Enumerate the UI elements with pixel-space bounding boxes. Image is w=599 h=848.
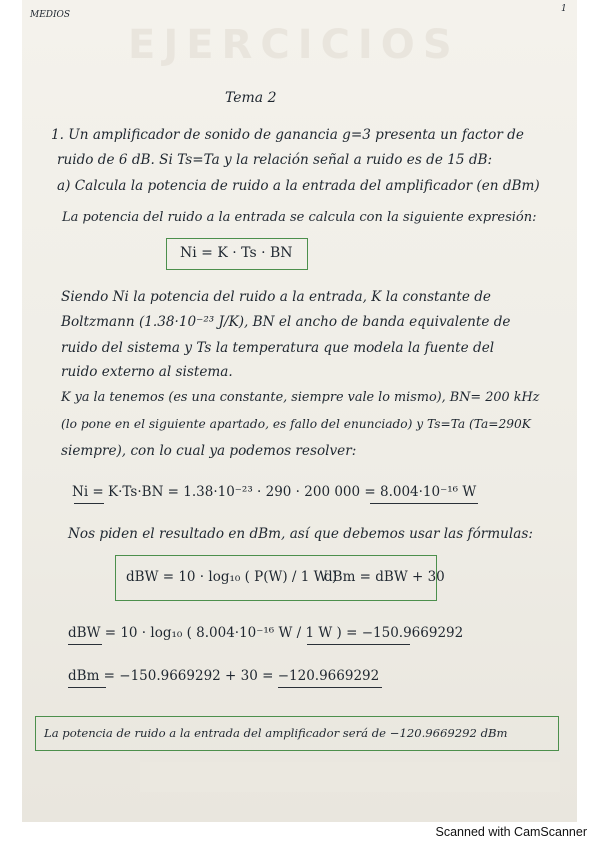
ghost-title: EJERCICIOS: [128, 22, 460, 68]
topic-title: Tema 2: [225, 90, 277, 106]
formula-noise: Ni = K · Ts · BN: [180, 245, 293, 261]
dbm-equation: dBm = −150.9669292 + 30 = −120.9669292: [68, 668, 380, 684]
dbw-equation: dBW = 10 · log₁₀ ( 8.004·10⁻¹⁶ W / 1 W ) = −150.9669292: [68, 625, 464, 641]
corner-label: MEDIOS: [30, 10, 71, 20]
explanation-line: Siendo Ni la potencia del ruido a la entrada, K la constante de: [61, 289, 491, 305]
explanation-line: Boltzmann (1.38·10⁻²³ J/K), BN el ancho de banda equivalente de: [61, 314, 511, 330]
problem-statement-line: 1. Un amplificador de sonido de ganancia g=3 presenta un factor de: [51, 127, 524, 143]
explanation-line: (lo pone en el siguiente apartado, es fallo del enunciado) y Ts=Ta (Ta=290K: [61, 417, 531, 431]
result-text: La potencia de ruido a la entrada del amplificador será de −120.9669292 dBm: [44, 726, 508, 740]
scanner-watermark: Scanned with CamScanner: [435, 825, 587, 839]
formula-dbw: dBW = 10 · log₁₀ ( P(W) / 1 W ): [126, 569, 338, 585]
notebook-page: [22, 0, 577, 822]
formula-dbm: dBm = dBW + 30: [324, 569, 445, 585]
page-number: 1: [561, 4, 567, 14]
intro-text: La potencia del ruido a la entrada se calcula con la siguiente expresión:: [62, 210, 537, 225]
underline-dbw: [68, 644, 102, 645]
underline-noise-result: [370, 503, 478, 504]
explanation-line: ruido externo al sistema.: [61, 364, 233, 380]
dbm-note: Nos piden el resultado en dBm, así que debemos usar las fórmulas:: [68, 526, 533, 542]
underline-dbm-result: [278, 687, 382, 688]
explanation-line: K ya la tenemos (es una constante, siempre vale lo mismo), BN= 200 kHz: [61, 390, 540, 405]
problem-statement-line: a) Calcula la potencia de ruido a la entrada del amplificador (en dBm): [57, 178, 540, 194]
explanation-line: ruido del sistema y Ts la temperatura que modela la fuente del: [61, 340, 495, 356]
underline-dbw-result: [307, 644, 410, 645]
noise-equation: Ni = K·Ts·BN = 1.38·10⁻²³ · 290 · 200 000 = 8.004·10⁻¹⁶ W: [72, 484, 477, 500]
erased-smudge: [140, 762, 560, 792]
explanation-line: siempre), con lo cual ya podemos resolver:: [61, 443, 357, 459]
underline-ni: [74, 503, 104, 504]
problem-statement-line: ruido de 6 dB. Si Ts=Ta y la relación señal a ruido es de 15 dB:: [57, 152, 493, 168]
underline-dbm: [68, 687, 106, 688]
